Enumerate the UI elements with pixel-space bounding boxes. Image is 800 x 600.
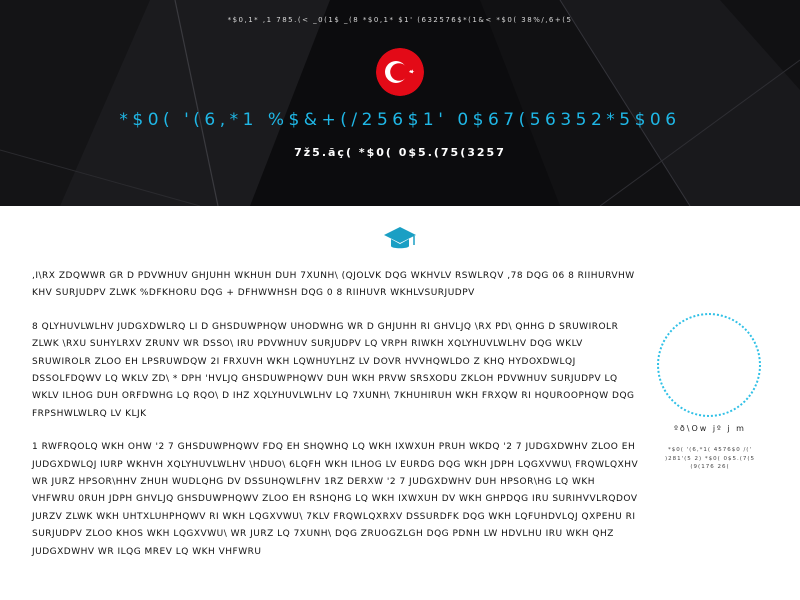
- profile-avatar-ring: [657, 313, 761, 417]
- page-title: *$0( '(6,*1 %$&+(/256$1' 0$67(56352*5$06: [119, 110, 681, 130]
- page-subtitle: 7ž5.ãç( *$0( 0$5.(75(3257: [294, 146, 506, 159]
- profile-detail-line: *$0( '(6,*1( 4576$0 /(': [668, 447, 752, 453]
- hero-background-shapes: [0, 0, 800, 206]
- paragraph: ,I\RX ZDQWWR GR D PDVWHUV GHJUHH WKHUH DUH 7XUNH\ (QJOLVK DQG WKHVLV RSWLRQV ,78 DQG 06 8 RIIHURVHW KHV SURJUDPV ZLWK %DFKHORU DQG + DFHWWHSH DQG 0 8 RIIHUVR WKHLVSURJUDPV: [32, 271, 635, 299]
- profile-detail-line: (9(176 26(: [690, 464, 730, 470]
- profile-name: ºð\Ow jº j m: [674, 424, 746, 433]
- article-content: [32, 268, 640, 577]
- profile-detail-line: )281'(5 2) *$0( 0$5.(7(5: [664, 455, 756, 462]
- graduation-cap-icon: [383, 224, 417, 254]
- paragraph: 1 RWFRQOLQ WKH OHW '2 7 GHSDUWPHQWV FDQ EH SHQWHQ LQ WKH IXWXUH PRUH WKDQ '2 7 JUDGXDWHV ZLOO EH JUDGXDWLQJ IURP WKHVH XQLYHUVLWLHV \HDUO\ 6LQFH WKH ILHOG LV EURDG DQG WKH JDPH LQGXVWU\ FRQWLQXHV WR JURZ HPSOR\HHV ZHUH WUDLQHG DV DSSUHQWLFHV 1RZ DERXW '2 7 JUDGXDWHV DUH HPSOR\HG LQ WKH VHFWRU 0RUH JDPH GHVLJQ GHSDUWPHQWV ZLOO EH RSHQHG LQ WKH IXWXUH DV WKH GHPDQG IRU SURIHVVLRQDOV JURZV ZLWK WKH UHTXLUHPHQWV RI WKH LQGXVWU\ 7KLV FRQWLQXRXV DSSURDFK DQG WKH LQFUHDVLQJ QXPEHU RI SURJUDPV ZLOO KHOS WKH LQGXVWU\ WR JURZ LQ 7XUNH\ DQG ZRUOGZLGH DQG PDNH LW HDVLHU IRU WKH QHZ JUDGXDWHV WR ILQG MREV LQ WKH VHFWRU: [32, 442, 639, 557]
- paragraph: 8 QLYHUVLWLHV JUDGXDWLRQ LI D GHSDUWPHQW UHODWHG WR D GHJUHH RI GHVLJQ \RX PD\ QHHG D SRUWIROLR ZLWK \RXU SUHYLRXV ZRUNV WR DSSO\ IRU PDVWHUV SURJUDPV LQ VRPH RIWKH XQLYHUVLWLHV DQG WKLV SRUWIROLR ZLOO EH LPSRUWDQW 2I FRXUVH WKH LQWHUYLHZ LV DOVR HVVHQWLDO Z KHQ HYDOXDWLQJ DSSOLFDQWV LQ WKLV ZD\ * DPH 'HVLJQ GHSDUWPHQWV DUH WKH PRVW SRSXODU ZKLOH PDVWHUV SURJUDPV LQ WKLV ILHOG DUH ORFDWHG LQ RQO\ D IHZ XQLYHUVLWLHV LQ 7XUNH\ 7KHUHIRUH WKH FRXQW RI HQUROOPHQW DQG FRPSHWLWLRQ LV KLJK: [32, 321, 635, 419]
- profile-details: [640, 446, 780, 472]
- header-top-line: *$0,1* ,1 785.(< _0(1$ _(8 *$0,1* $1' (632576$*(1&< *$0( 38%/,6+(5: [227, 16, 573, 24]
- hero-banner: [0, 0, 800, 206]
- turkey-flag-icon: [376, 48, 424, 96]
